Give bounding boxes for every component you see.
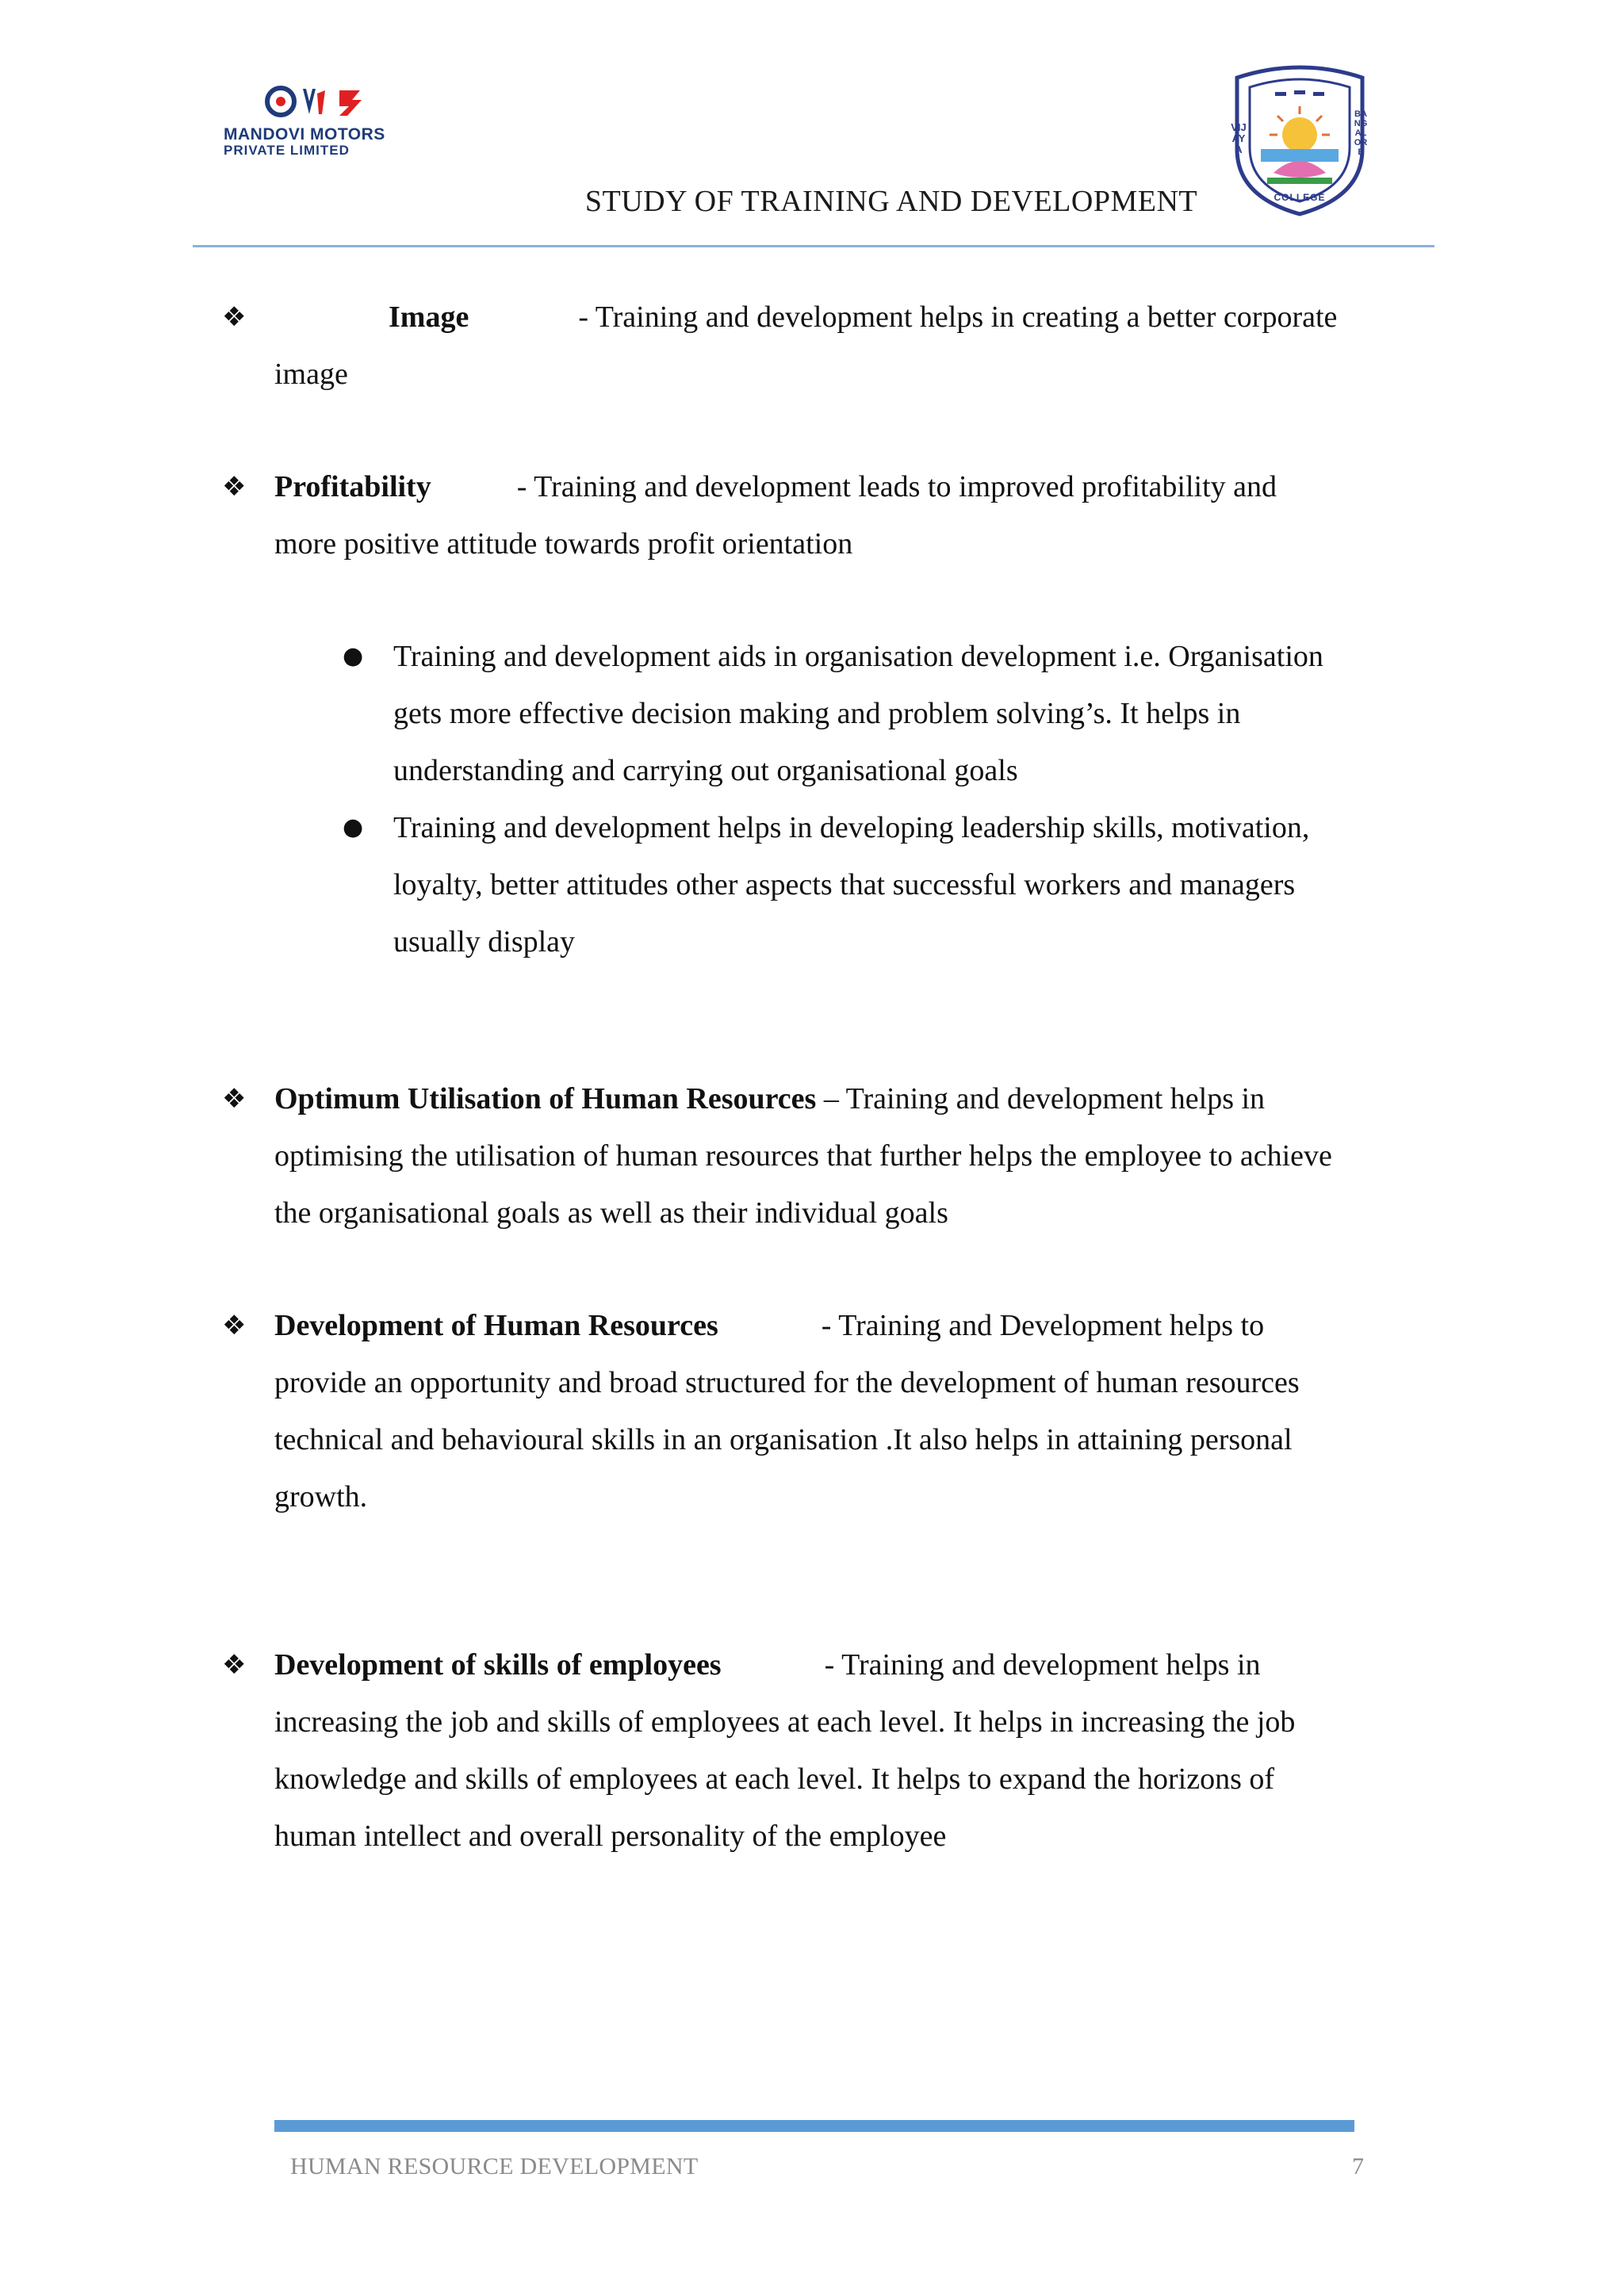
bullet-line: understanding and carrying out organisational goals	[393, 754, 1018, 787]
round-bullet-icon: ●	[343, 642, 364, 670]
section-heading: Optimum Utilisation of Human Resources	[274, 1082, 817, 1115]
diamond-bullet-icon: ❖	[222, 301, 247, 333]
diamond-bullet-icon: ❖	[222, 1310, 247, 1341]
section-development-skills	[222, 1636, 1432, 1865]
section-heading: Profitability	[274, 470, 431, 503]
section-continuation: more positive attitude towards profit orientation	[274, 527, 853, 561]
section-line: knowledge and skills of employees at each level. It helps to expand the horizons of	[274, 1762, 1275, 1796]
section-heading: Image	[389, 300, 469, 334]
page-number: 7	[1352, 2153, 1364, 2179]
section-heading: Development of Human Resources	[274, 1309, 718, 1342]
section-text: - Training and development helps in	[824, 1648, 1261, 1682]
logo-line2: PRIVATE LIMITED	[224, 143, 350, 158]
section-text: - Training and Development helps to	[821, 1309, 1265, 1342]
section-line: growth.	[274, 1480, 368, 1513]
seal-bottom-text: COLLEGE	[1274, 192, 1326, 203]
section-text: - Training and development helps in creating a better corporate	[578, 300, 1338, 334]
page-title: STUDY OF TRAINING AND DEVELOPMENT	[584, 185, 1198, 218]
diamond-bullet-icon: ❖	[222, 1083, 247, 1115]
section-line: the organisational goals as well as their individual goals	[274, 1196, 948, 1230]
mandovi-motors-logo	[220, 82, 403, 162]
section-line: provide an opportunity and broad structured for the development of human resources	[274, 1366, 1300, 1399]
section-optimum-utilisation	[222, 1070, 1432, 1242]
seal-left-text: VIJAYA	[1231, 121, 1247, 155]
list-item	[343, 799, 1424, 970]
footer-text: HUMAN RESOURCE DEVELOPMENT	[290, 2153, 699, 2179]
section-line: optimising the utilisation of human resources that further helps the employee to achieve	[274, 1139, 1332, 1173]
header-divider	[193, 245, 1434, 247]
bullet-line: usually display	[393, 925, 576, 959]
list-item	[343, 628, 1424, 799]
section-development-human-resources	[222, 1297, 1432, 1525]
bullet-line: loyalty, better attitudes other aspects that successful workers and managers	[393, 868, 1296, 901]
footer-divider	[274, 2120, 1354, 2132]
diamond-bullet-icon: ❖	[222, 471, 247, 503]
section-line: increasing the job and skills of employees at each level. It helps in increasing the job	[274, 1705, 1296, 1739]
section-continuation: image	[274, 358, 348, 391]
section-text: - Training and development leads to improved profitability and	[516, 470, 1277, 503]
section-text: – Training and development helps in	[816, 1082, 1266, 1115]
diamond-bullet-icon: ❖	[222, 1649, 247, 1681]
bullet-line: gets more effective decision making and problem solving’s. It helps in	[393, 697, 1241, 730]
bullet-line: Training and development aids in organisation development i.e. Organisation	[393, 640, 1323, 673]
round-bullet-icon: ●	[343, 813, 364, 841]
section-line: human intellect and overall personality of the employee	[274, 1820, 947, 1853]
section-profitability	[222, 458, 1432, 572]
section-heading: Development of skills of employees	[274, 1648, 722, 1682]
bullet-line: Training and development helps in developing leadership skills, motivation,	[393, 811, 1310, 844]
seal-right-text: BANGALORE	[1354, 109, 1368, 157]
logo-line1: MANDOVI MOTORS	[224, 125, 385, 144]
section-line: technical and behavioural skills in an organisation .It also helps in attaining personal	[274, 1423, 1293, 1456]
section-image	[222, 289, 1432, 403]
